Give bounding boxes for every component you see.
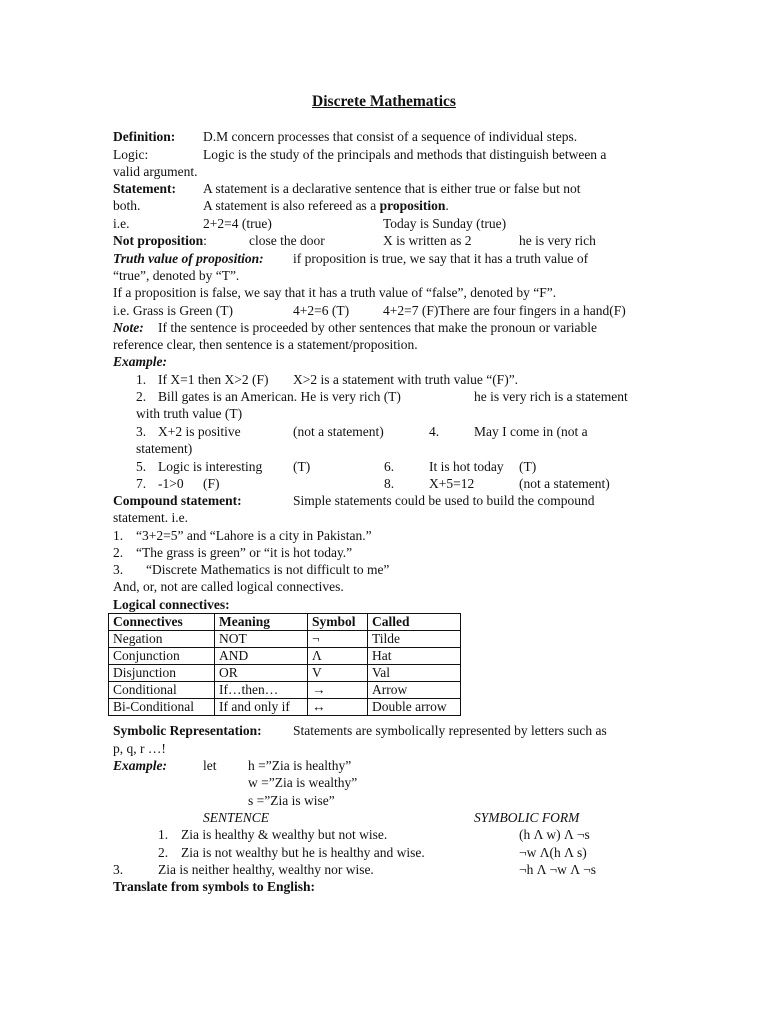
cell-called: Arrow [368, 682, 461, 699]
ex1-a: If X=1 then X>2 (F) [158, 372, 269, 387]
cell-meaning: NOT [215, 631, 308, 648]
grass-a: i.e. Grass is Green (T) [113, 303, 233, 318]
example-label: Example: [113, 354, 167, 369]
compound-2-num: 2. [113, 545, 124, 560]
sentence-3-text: Zia is neither healthy, wealthy nor wise. [158, 862, 374, 877]
ex8-num: 8. [384, 476, 395, 491]
symbolic-text: Statements are symbolically represented by letters such as [293, 723, 607, 738]
compound-text: Simple statements could be used to build the compound [293, 493, 595, 508]
table-header-row [109, 614, 461, 631]
compound-cont: statement. i.e. [113, 510, 188, 525]
table-row [109, 699, 461, 716]
compound-3-num: 3. [113, 562, 124, 577]
compound-label: Compound statement: [113, 493, 242, 508]
ex3-cont: statement) [136, 441, 193, 456]
truth-value-label: Truth value of proposition: [113, 251, 264, 266]
cell-connective: Conjunction [109, 648, 215, 665]
definition-label: Definition: [113, 129, 176, 144]
cell-symbol: Λ [308, 648, 368, 665]
ex5-num: 5. [136, 459, 147, 474]
cell-meaning: AND [215, 648, 308, 665]
ex2-a: Bill gates is an American. He is very rich (T) [158, 389, 401, 404]
table-row [109, 648, 461, 665]
cell-called: Tilde [368, 631, 461, 648]
not-proposition-label: Not proposition: [113, 233, 207, 248]
proposition-term: proposition [379, 198, 446, 213]
cell-called: Hat [368, 648, 461, 665]
ex7-a: -1>0 [158, 476, 184, 491]
ex5-b: (T) [293, 459, 311, 474]
note-cont: reference clear, then sentence is a statement/proposition. [113, 337, 418, 352]
sentence-2-text: Zia is not wealthy but he is healthy and wise. [181, 845, 425, 860]
statement-cont: both. [113, 198, 141, 213]
logic-label: Logic: [113, 147, 149, 162]
ex6-b: (T) [519, 459, 537, 474]
not-prop-ex1: close the door [249, 233, 325, 248]
sentence-header: SENTENCE [203, 810, 270, 825]
ex8-a: X+5=12 [429, 476, 475, 491]
cell-connective: Disjunction [109, 665, 215, 682]
header-meaning: Meaning [215, 614, 308, 631]
cell-symbol: ¬ [308, 631, 368, 648]
and-or-line: And, or, not are called logical connectives. [113, 579, 344, 594]
note-label: Note: [113, 320, 144, 335]
ex7-num: 7. [136, 476, 147, 491]
compound-1: “3+2=5” and “Lahore is a city in Pakistan.” [136, 528, 372, 543]
page-title: Discrete Mathematics [312, 93, 456, 110]
not-prop-ex3: he is very rich [519, 233, 596, 248]
symbolic-label: Symbolic Representation: [113, 723, 262, 738]
note-text: If the sentence is proceeded by other sentences that make the pronoun or variable [158, 320, 597, 335]
cell-meaning: If…then… [215, 682, 308, 699]
header-called: Called [368, 614, 461, 631]
ex6-a: It is hot today [429, 459, 504, 474]
ex2-b: he is very rich is a statement [474, 389, 628, 404]
cell-symbol: → [308, 682, 368, 699]
table-row [109, 665, 461, 682]
sentence-1-sym: (h Λ w) Λ ¬s [519, 827, 590, 842]
logic-cont: valid argument. [113, 164, 198, 179]
symbolic-form-header: SYMBOLIC FORM [474, 810, 580, 825]
compound-2: “The grass is green” or “it is hot today.” [136, 545, 353, 560]
ie-example-2: Today is Sunday (true) [383, 216, 507, 231]
ex2-cont: with truth value (T) [136, 406, 243, 421]
ex3-b: (not a statement) [293, 424, 384, 439]
sentence-2-sym: ¬w Λ(h Λ s) [519, 845, 587, 860]
compound-1-num: 1. [113, 528, 124, 543]
truth-value-text: if proposition is true, we say that it has a truth value of [293, 251, 589, 266]
grass-b: 4+2=6 (T) [293, 303, 350, 318]
compound-3: “Discrete Mathematics is not difficult to me” [146, 562, 390, 577]
cell-connective: Bi-Conditional [109, 699, 215, 716]
truth-value-cont: “true”, denoted by “T”. [113, 268, 240, 283]
sentence-3-sym: ¬h Λ ¬w Λ ¬s [519, 862, 596, 877]
not-prop-ex2: X is written as 2 [383, 233, 472, 248]
example2-let: let [203, 758, 217, 773]
var-s: s =”Zia is wise” [248, 793, 335, 808]
ie-example-1: 2+2=4 (true) [203, 216, 272, 231]
example2-label: Example: [113, 758, 167, 773]
table-row [109, 631, 461, 648]
var-w: w =”Zia is wealthy” [248, 775, 358, 790]
sentence-1-text: Zia is healthy & wealthy but not wise. [181, 827, 388, 842]
ex8-b: (not a statement) [519, 476, 610, 491]
ie-label: i.e. [113, 216, 130, 231]
ex3-num: 3. [136, 424, 147, 439]
statement-text2: A statement is also refereed as a proposition. [203, 198, 449, 213]
ex1-b: X>2 is a statement with truth value “(F)”. [293, 372, 519, 387]
statement-label: Statement: [113, 181, 176, 196]
cell-connective: Conditional [109, 682, 215, 699]
ex1-num: 1. [136, 372, 147, 387]
ex6-num: 6. [384, 459, 395, 474]
header-connectives: Connectives [109, 614, 215, 631]
var-h: h =”Zia is healthy” [248, 758, 352, 773]
ex4-a: May I come in (not a [474, 424, 588, 439]
ex2-num: 2. [136, 389, 147, 404]
sentence-1-num: 1. [158, 827, 169, 842]
sentence-3-num: 3. [113, 862, 124, 877]
ex5-a: Logic is interesting [158, 459, 263, 474]
cell-meaning: OR [215, 665, 308, 682]
translate-label: Translate from symbols to English: [113, 879, 316, 894]
connectives-table [108, 613, 461, 716]
statement-text: A statement is a declarative sentence that is either true or false but not [203, 181, 581, 196]
cell-called: Val [368, 665, 461, 682]
grass-c: 4+2=7 (F)There are four fingers in a hand(F) [383, 303, 626, 318]
cell-called: Double arrow [368, 699, 461, 716]
cell-symbol: V [308, 665, 368, 682]
sentence-2-num: 2. [158, 845, 169, 860]
symbolic-cont: p, q, r …! [113, 741, 166, 756]
logical-connectives-label: Logical connectives: [113, 597, 230, 612]
cell-symbol: ↔ [308, 699, 368, 716]
ex7-b: (F) [203, 476, 220, 491]
logic-text: Logic is the study of the principals and methods that distinguish between a [203, 147, 607, 162]
table-row [109, 682, 461, 699]
definition-text: D.M concern processes that consist of a sequence of individual steps. [203, 129, 578, 144]
ex4-num: 4. [429, 424, 440, 439]
header-symbol: Symbol [308, 614, 368, 631]
cell-meaning: If and only if [215, 699, 308, 716]
cell-connective: Negation [109, 631, 215, 648]
false-line: If a proposition is false, we say that it has a truth value of “false”, denoted by “F”. [113, 285, 557, 300]
ex3-a: X+2 is positive [158, 424, 241, 439]
